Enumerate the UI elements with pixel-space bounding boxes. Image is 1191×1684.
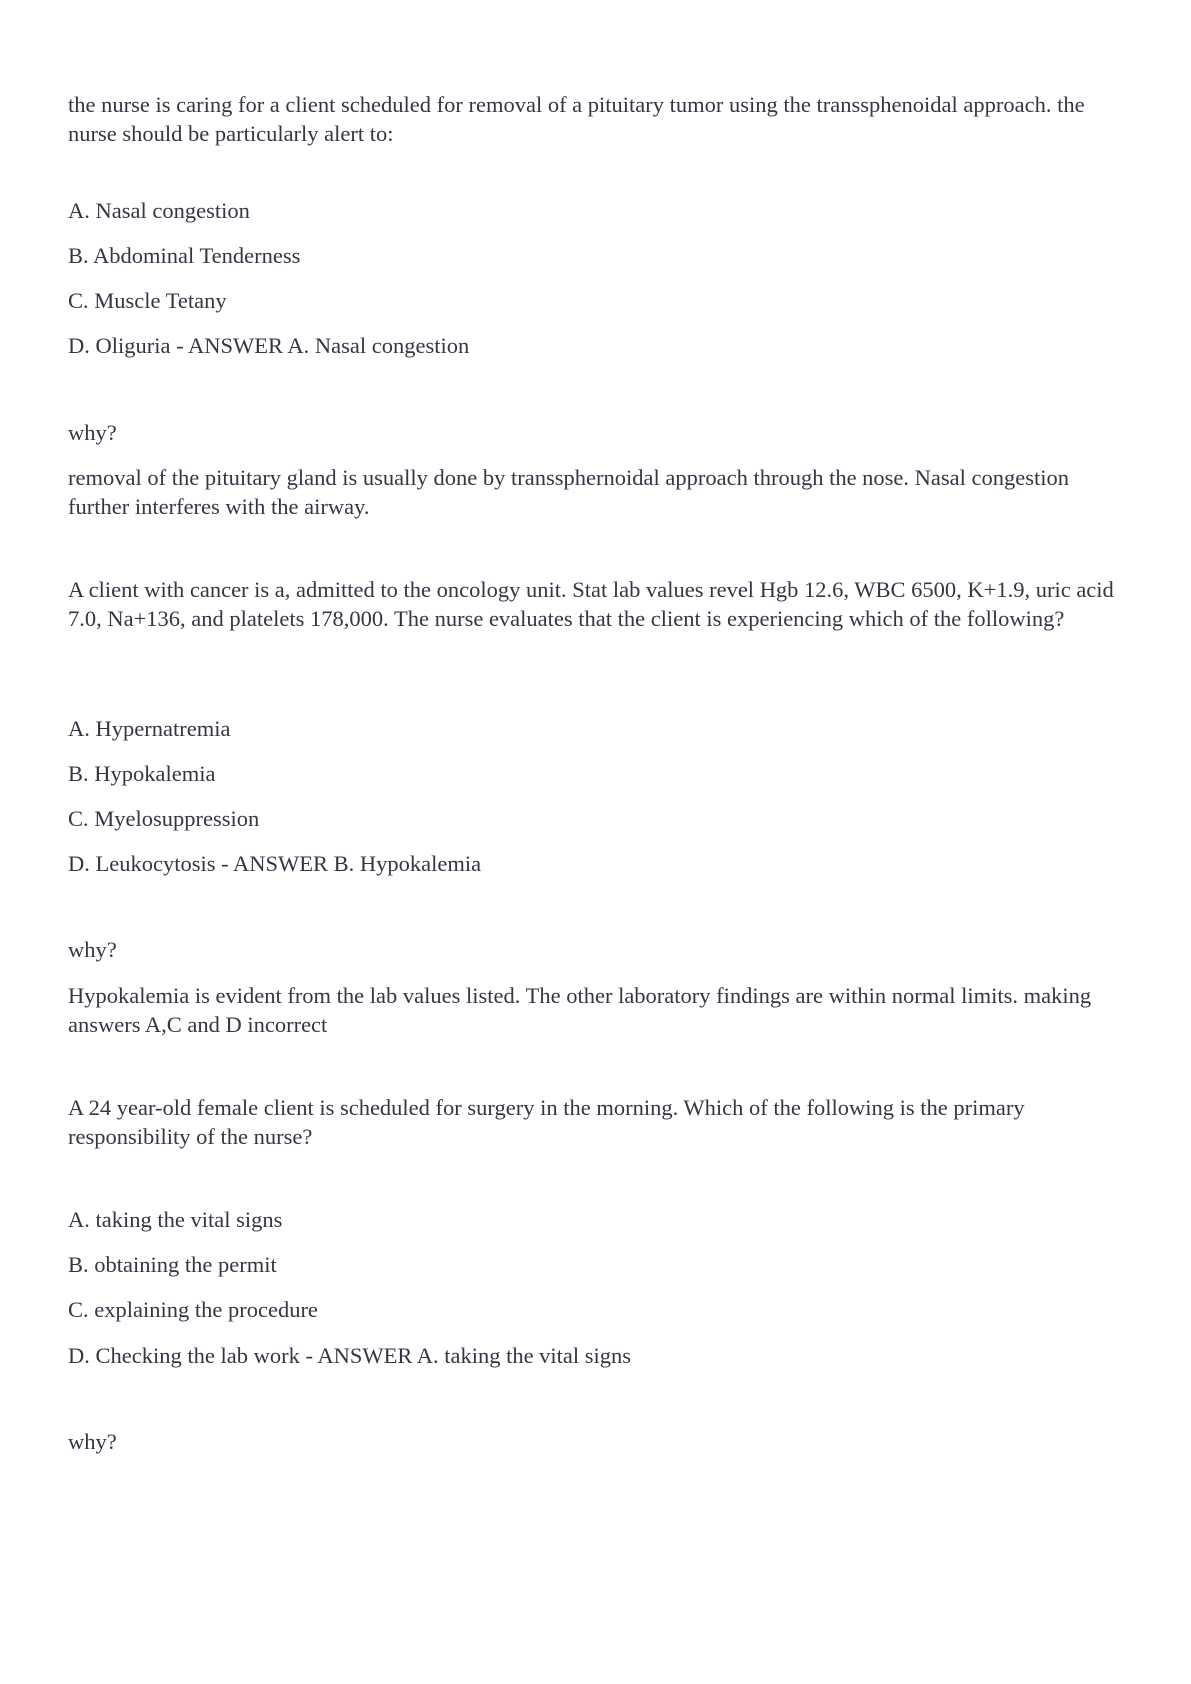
question-3-option-b: B. obtaining the permit — [68, 1252, 277, 1277]
question-1-option-c: C. Muscle Tetany — [68, 288, 227, 313]
question-1-why-label: why? — [68, 420, 117, 445]
question-2-why-label: why? — [68, 937, 117, 962]
question-1-option-a: A. Nasal congestion — [68, 198, 250, 223]
question-1-rationale: removal of the pituitary gland is usually done by transsphernoidal approach through the nose. Nasal congestion further interferes with the airway. — [68, 465, 1070, 519]
question-2-option-d-answer: D. Leukocytosis - ANSWER B. Hypokalemia — [68, 851, 482, 876]
question-1-option-d-answer: D. Oliguria - ANSWER A. Nasal congestion — [68, 333, 470, 358]
question-2-option-a: A. Hypernatremia — [68, 716, 231, 741]
question-3-why-label: why? — [68, 1429, 117, 1454]
question-1-stem: the nurse is caring for a client scheduled for removal of a pituitary tumor using the transsphenoidal approach. the nurse should be particularly alert to: — [68, 92, 1085, 146]
question-2-option-b: B. Hypokalemia — [68, 761, 216, 786]
question-3-stem: A 24 year-old female client is scheduled for surgery in the morning. Which of the following is the primary responsibility of the nurse? — [68, 1095, 1025, 1149]
question-3-option-c: C. explaining the procedure — [68, 1297, 318, 1322]
question-2-rationale: Hypokalemia is evident from the lab values listed. The other laboratory findings are within normal limits. making answers A,C and D incorrect — [68, 983, 1092, 1037]
question-2-option-c: C. Myelosuppression — [68, 806, 260, 831]
question-2-stem: A client with cancer is a, admitted to the oncology unit. Stat lab values revel Hgb 12.6, WBC 6500, K+1.9, uric acid 7.0, Na+136, and platelets 178,000. The nurse evaluates that the client is experiencing which of the following? — [68, 577, 1114, 631]
question-1-option-b: B. Abdominal Tenderness — [68, 243, 301, 268]
question-3-option-a: A. taking the vital signs — [68, 1207, 283, 1232]
question-3-option-d-answer: D. Checking the lab work - ANSWER A. taking the vital signs — [68, 1343, 632, 1368]
